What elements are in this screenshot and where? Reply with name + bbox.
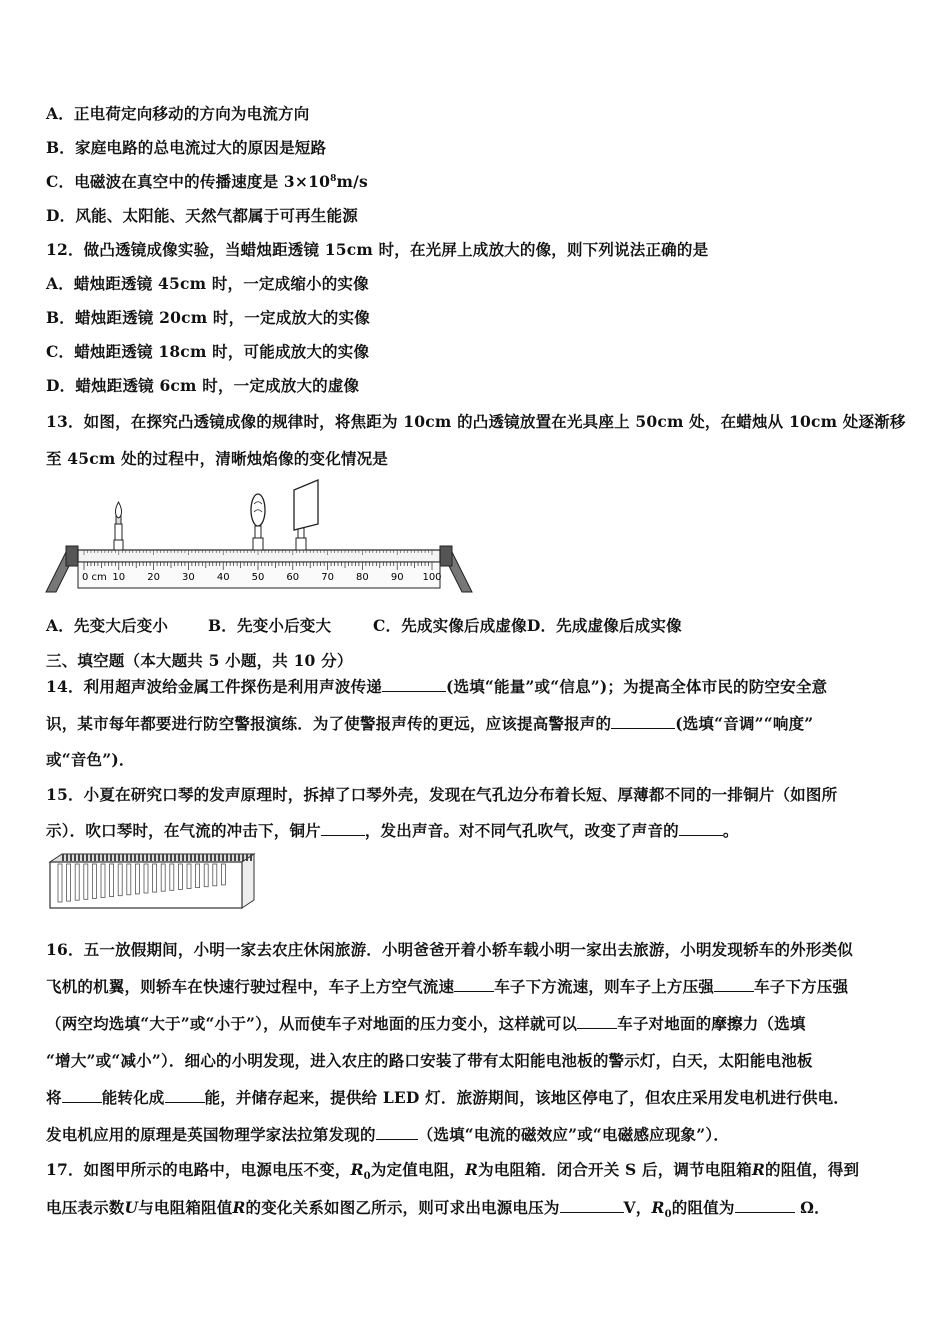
reed <box>67 864 71 901</box>
q12-option-d: D．蜡烛距透镜 6cm 时，一定成放大的虚像 <box>46 376 360 395</box>
ruler-label: 70 <box>321 572 334 583</box>
comb-tooth <box>206 854 208 861</box>
reed <box>153 864 157 892</box>
comb-tooth <box>218 854 220 861</box>
q15-line2: 示）．吹口琴时，在气流的冲击下，铜片 ，发出声音。对不同气孔吹气，改变了声音的 。 <box>46 821 739 840</box>
answer-blank[interactable] <box>679 821 723 836</box>
comb-tooth <box>214 854 216 861</box>
reed <box>58 864 62 902</box>
reed <box>118 864 122 896</box>
q12-option-b: B．蜡烛距透镜 20cm 时，一定成放大的实像 <box>46 308 370 327</box>
comb-tooth <box>86 854 88 861</box>
comb-tooth <box>126 854 128 861</box>
reed <box>101 864 105 898</box>
q16-line4: “增大”或“减小”）．细心的小明发现，进入农庄的路口安装了带有太阳能电池板的警示灯，白天，太阳能电池板 <box>46 1051 813 1070</box>
comb-tooth <box>174 854 176 861</box>
comb-tooth <box>110 854 112 861</box>
comb-tooth <box>238 854 240 861</box>
reed <box>75 864 79 900</box>
ruler-label: 20 <box>147 572 160 583</box>
q17-line2: 电压表示数U与电阻箱阻值R的变化关系如图乙所示，则可求出电源电压为 V，$R_0$的阻值为 Ω． <box>46 1198 830 1221</box>
comb-tooth <box>170 854 172 861</box>
answer-blank[interactable] <box>376 1125 418 1140</box>
reed <box>144 864 148 893</box>
comb-tooth <box>202 854 204 861</box>
comb-tooth <box>118 854 120 861</box>
comb-tooth <box>190 854 192 861</box>
reed <box>178 864 182 889</box>
ruler-label: 40 <box>216 572 230 583</box>
comb-tooth <box>158 854 160 861</box>
comb-tooth <box>234 854 236 861</box>
comb-tooth <box>94 854 96 861</box>
ruler-label: 60 <box>286 572 300 583</box>
q13-stem-line2: 至 45cm 处的过程中，清晰烛焰像的变化情况是 <box>46 449 389 468</box>
reed <box>187 864 191 889</box>
comb-tooth <box>178 854 180 861</box>
q16-line1: 16．五一放假期间，小明一家去农庄休闲旅游．小明爸爸开着小轿车载小明一家出去旅游，小明发现轿车的外形类似 <box>46 940 853 959</box>
q14-line1: 14．利用超声波给金属工件探伤是利用声波传递 (选填“能量”或“信息”)；为提高全体市民的防空安全意 <box>46 677 828 696</box>
comb-tooth <box>230 854 232 861</box>
q12-option-c: C．蜡烛距透镜 18cm 时，可能成放大的实像 <box>46 342 370 361</box>
ruler-label: 10 <box>112 572 126 583</box>
reed <box>196 864 200 888</box>
reed <box>170 864 174 890</box>
answer-blank[interactable] <box>382 677 446 692</box>
answer-blank[interactable] <box>560 1198 624 1213</box>
comb-tooth <box>250 854 252 861</box>
q13-option-c: C．先成实像后成虚像 <box>373 616 527 635</box>
ruler-label: 50 <box>251 572 265 583</box>
answer-blank[interactable] <box>62 1088 102 1103</box>
comb-tooth <box>78 854 80 861</box>
comb-tooth <box>242 854 244 861</box>
comb-tooth <box>194 854 196 861</box>
ruler-label: 80 <box>356 572 369 583</box>
comb-tooth <box>150 854 152 861</box>
answer-blank[interactable] <box>165 1088 205 1103</box>
comb-tooth <box>166 854 168 861</box>
q11-option-a: A．正电荷定向移动的方向为电流方向 <box>46 104 310 123</box>
candle <box>114 502 123 550</box>
comb-tooth <box>70 854 72 861</box>
light-screen <box>294 480 318 550</box>
comb-tooth <box>138 854 140 861</box>
reed <box>213 864 217 886</box>
q14-line2: 识，某市每年都要进行防空警报演练．为了使警报声传的更远，应该提高警报声的 (选填“音调”“响度” <box>46 714 814 733</box>
comb-tooth <box>142 854 144 861</box>
comb-tooth <box>82 854 84 861</box>
comb-tooth <box>62 854 64 861</box>
comb-tooth <box>122 854 124 861</box>
comb-tooth <box>146 854 148 861</box>
q11-option-c: C．电磁波在真空中的传播速度是 $3\times 10^8m/s$ <box>46 172 368 191</box>
answer-blank[interactable] <box>735 1198 795 1213</box>
reed <box>127 864 131 895</box>
comb-tooth <box>114 854 116 861</box>
q15-line1: 15．小夏在研究口琴的发声原理时，拆掉了口琴外壳，发现在气孔边分布着长短、厚薄都不同的一排铜片（如图所 <box>46 785 838 804</box>
comb-tooth <box>246 854 248 861</box>
reed <box>161 864 165 891</box>
comb-tooth <box>226 854 228 861</box>
comb-tooth <box>102 854 104 861</box>
ruler-label: 30 <box>182 572 195 583</box>
comb-tooth <box>66 854 68 861</box>
q11-option-d: D．风能、太阳能、天然气都属于可再生能源 <box>46 206 358 225</box>
q13-stem-line1: 13．如图，在探究凸透镜成像的规律时，将焦距为 10cm 的凸透镜放置在光具座上 50cm 处，在蜡烛从 10cm 处逐渐移 <box>46 412 906 431</box>
reed <box>84 864 88 899</box>
comb-tooth <box>74 854 76 861</box>
comb-tooth <box>210 854 212 861</box>
optical-bench-figure <box>44 474 474 596</box>
section-title: 三、填空题（本大题共 5 小题，共 10 分） <box>46 651 353 670</box>
comb-tooth <box>222 854 224 861</box>
q13-option-b: B．先变小后变大 <box>208 616 332 635</box>
comb-tooth <box>186 854 188 861</box>
comb-tooth <box>162 854 164 861</box>
q14-line3: 或“音色”)． <box>46 750 135 769</box>
q16-line5: 将 能转化成 能，并储存起来，提供给 LED 灯．旅游期间，该地区停电了，但农庄采用发电机进行供电． <box>46 1088 850 1107</box>
q13-option-d: D．先成虚像后成实像 <box>526 616 682 635</box>
reed <box>110 864 114 897</box>
comb-tooth <box>182 854 184 861</box>
q16-line6: 发电机应用的原理是英国物理学家法拉第发现的 （选填“电流的磁效应”或“电磁感应现象”）． <box>46 1125 730 1144</box>
q13-option-a: A．先变大后变小 <box>46 616 169 635</box>
convex-lens <box>251 494 265 550</box>
q11-option-b: B．家庭电路的总电流过大的原因是短路 <box>46 138 327 157</box>
comb-tooth <box>198 854 200 861</box>
comb-tooth <box>134 854 136 861</box>
ruler-unit-label: 0 cm <box>82 572 107 583</box>
q16-line3: （两空均选填“大于”或“小于”），从而使车子对地面的压力变小，这样就可以 车子对地面的摩擦力（选填 <box>46 1014 806 1033</box>
q17-line1: 17．如图甲所示的电路中，电源电压不变，$R_0$为定值电阻，R为电阻箱．闭合开关 S 后，调节电阻箱R的阻值，得到 <box>46 1160 860 1183</box>
q12-stem: 12．做凸透镜成像实验，当蜡烛距透镜 15cm 时，在光屏上成放大的像，则下列说法正确的是 <box>46 240 709 259</box>
ruler-label: 100 <box>422 572 442 583</box>
comb-tooth <box>154 854 156 861</box>
comb-tooth <box>90 854 92 861</box>
answer-blank[interactable] <box>611 714 675 729</box>
harmonica-reeds-figure <box>46 852 260 910</box>
reed <box>221 864 225 885</box>
answer-blank[interactable] <box>321 821 365 836</box>
comb-tooth <box>130 854 132 861</box>
q16-line2: 飞机的机翼，则轿车在快速行驶过程中，车子上方空气流速 车子下方流速，则车子上方压强 车子下方压强 <box>46 977 849 996</box>
q13-options <box>46 614 682 636</box>
reed <box>204 864 208 887</box>
q12-option-a: A．蜡烛距透镜 45cm 时，一定成缩小的实像 <box>46 274 369 293</box>
reed <box>135 864 139 894</box>
reed <box>92 864 96 898</box>
answer-blank[interactable] <box>454 977 494 992</box>
answer-blank[interactable] <box>577 1014 617 1029</box>
ruler-label: 90 <box>390 572 404 583</box>
answer-blank[interactable] <box>714 977 754 992</box>
comb-tooth <box>98 854 100 861</box>
comb-tooth <box>106 854 108 861</box>
